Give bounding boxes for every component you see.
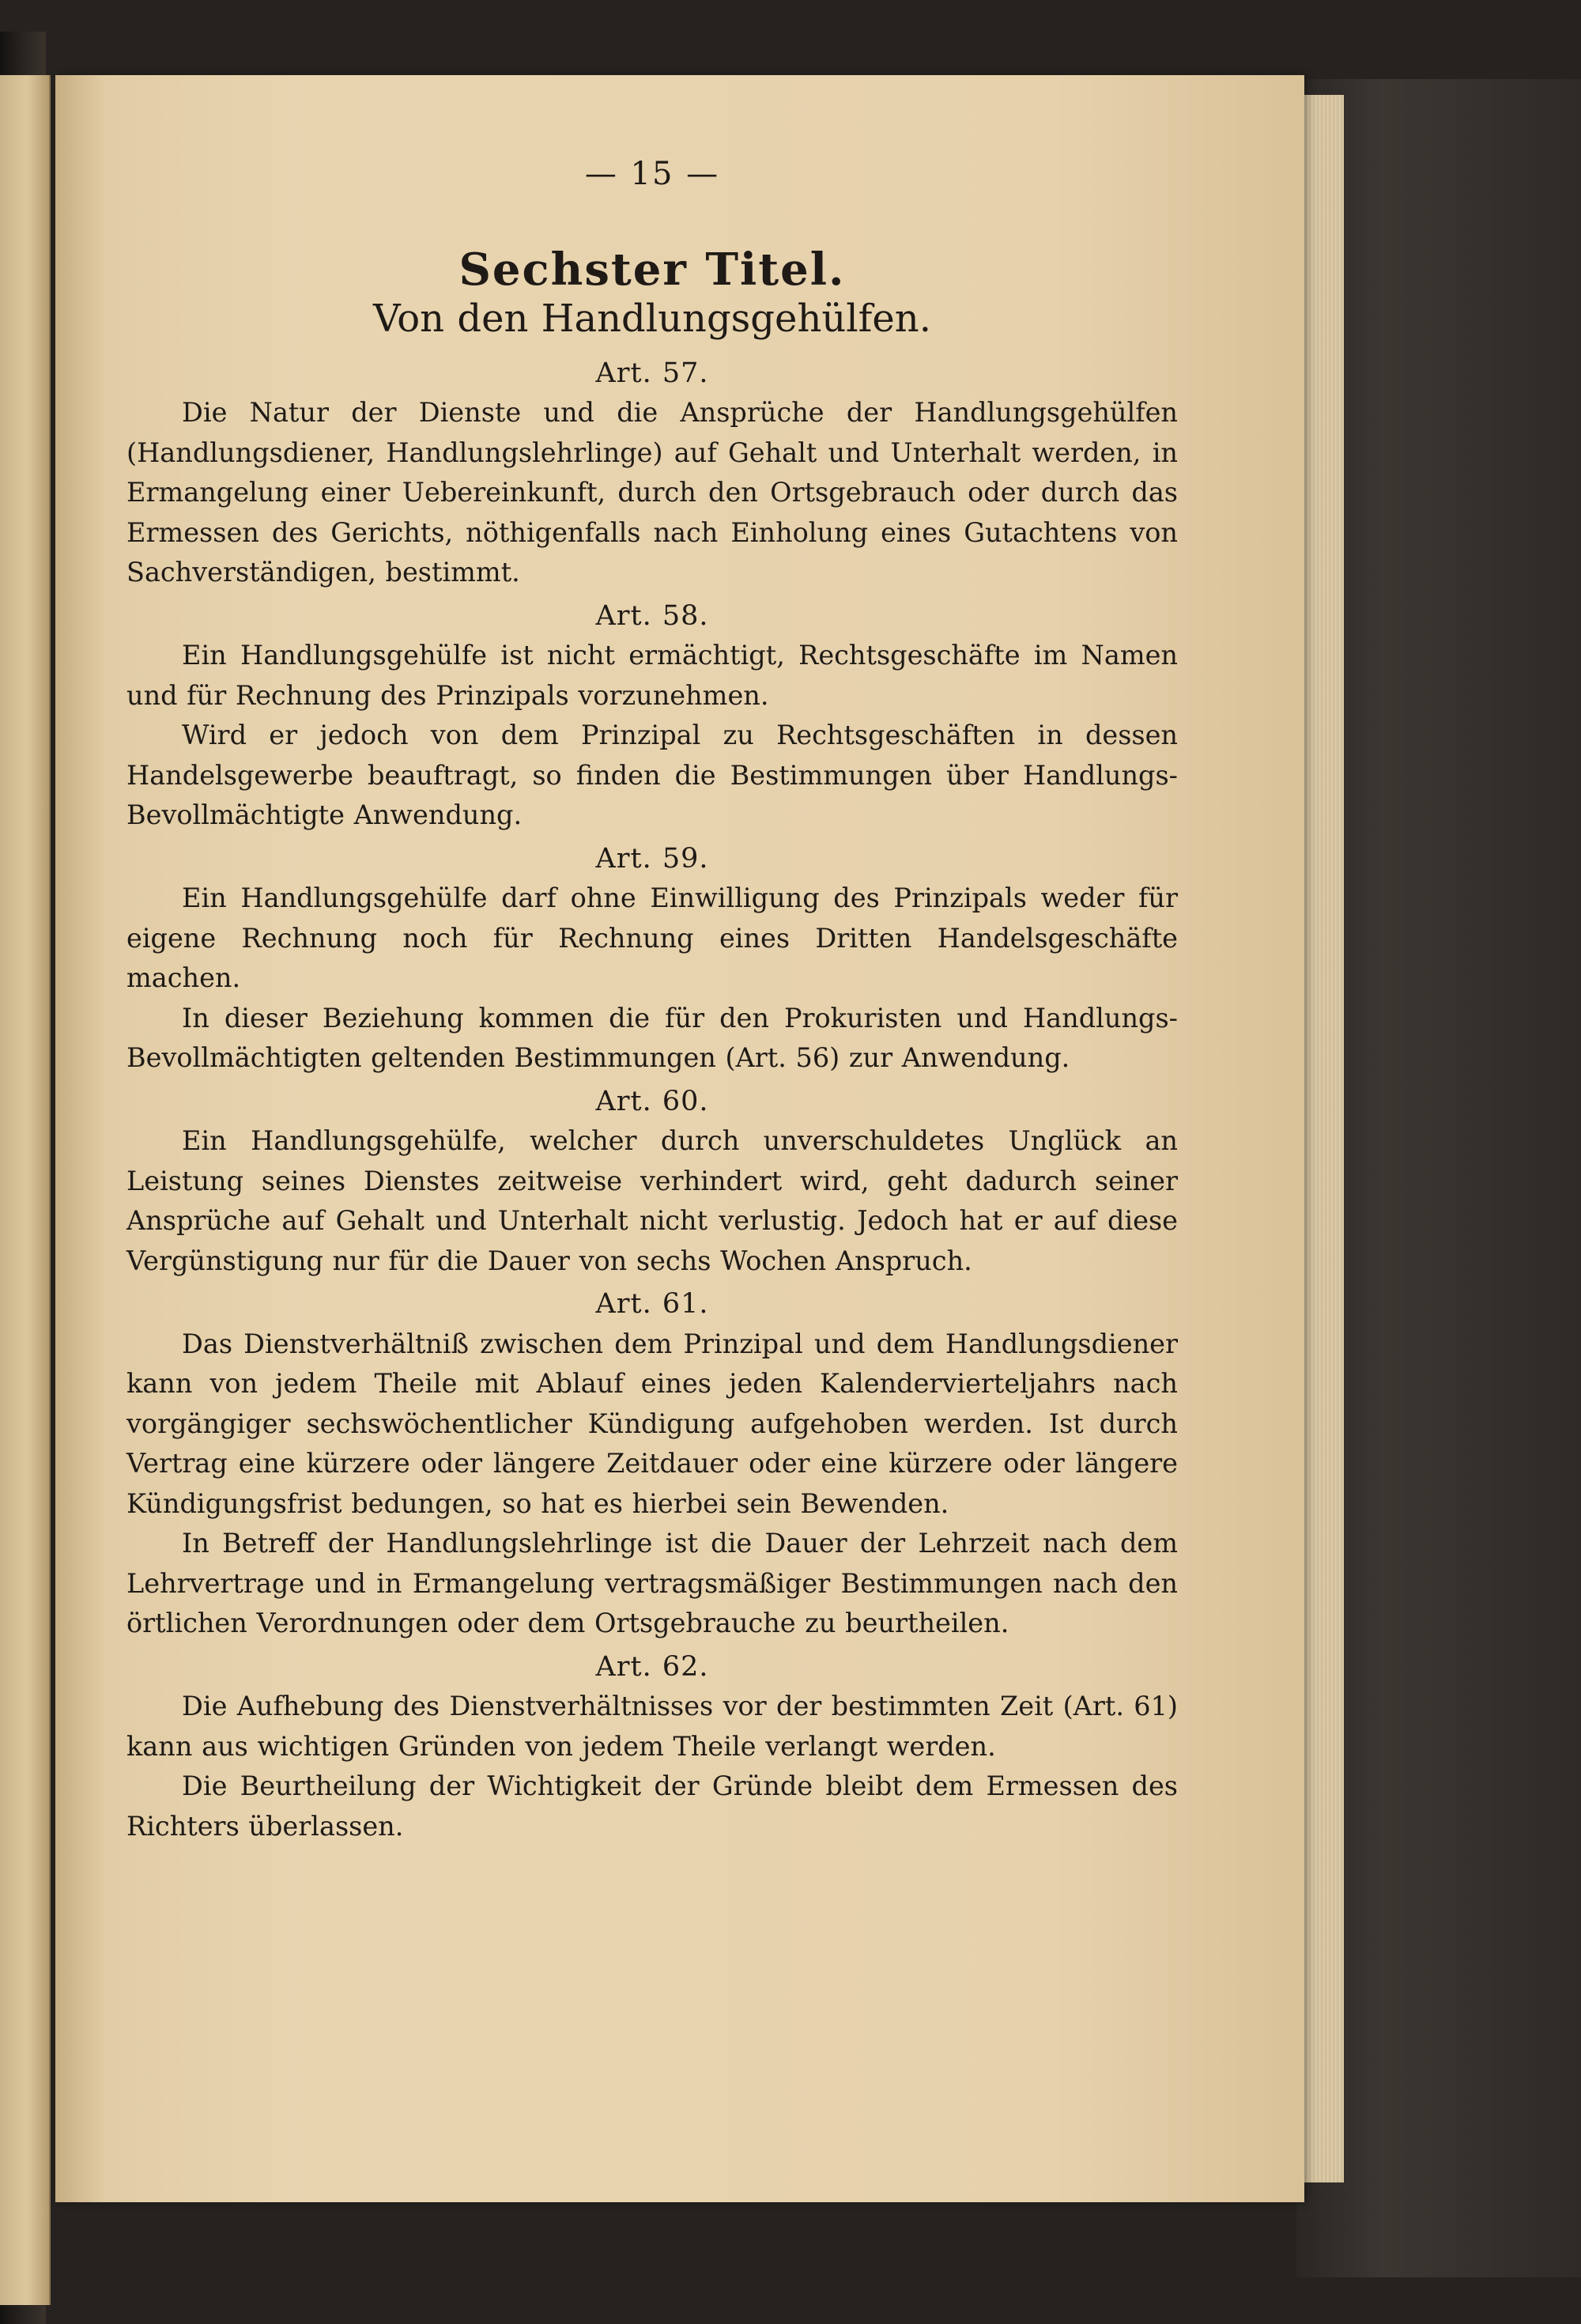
- article-62: [126, 1647, 1178, 1847]
- article-paragraph: In Betreff der Handlungslehrlinge ist die Dauer der Lehrzeit nach dem Lehrvertrage und in Ermangelung vertragsmäßiger Bestimmungen nach den örtlichen Verordnungen oder dem Ortsgebrauche zu beurtheilen.: [126, 1528, 1178, 1638]
- article-58: [126, 596, 1178, 836]
- article-paragraph: Die Aufhebung des Dienstverhältnisses vor der bestimmten Zeit (Art. 61) kann aus wichtigen Gründen von jedem Theile verlangt werden.: [126, 1691, 1178, 1762]
- article-paragraph: Ein Handlungsgehülfe ist nicht ermächtigt, Rechtsgeschäfte im Namen und für Rechnung des Prinzipals vorzunehmen.: [126, 640, 1178, 711]
- article-heading: Art. 59.: [595, 842, 709, 875]
- article-60: [126, 1082, 1178, 1282]
- article-57: [126, 353, 1178, 593]
- page-number: — 15 —: [584, 156, 720, 192]
- article-paragraph: Die Beurtheilung der Wichtigkeit der Gründe bleibt dem Ermessen des Richters überlassen.: [126, 1770, 1178, 1842]
- article-paragraph: Ein Handlungsgehülfe, welcher durch unverschuldetes Unglück an Leistung seines Dienstes zeitweise verhindert wird, geht dadurch seiner Ansprüche auf Gehalt und Unterhalt nicht verlustig. Jedoch hat er auf diese Vergünstigung nur für die Dauer von sechs Wochen Anspruch.: [126, 1125, 1178, 1276]
- article-paragraph: Das Dienstverhältniß zwischen dem Prinzipal und dem Handlungsdiener kann von jedem Theile mit Ablauf eines jeden Kalendervierteljahrs nach vorgängiger sechswöchentlicher Kündigung aufgehoben werden. Ist durch Vertrag eine kürzere oder längere Zeitdauer oder eine kürzere oder längere Kündigungsfrist bedungen, so hat es hierbei sein Bewenden.: [126, 1328, 1178, 1519]
- article-heading: Art. 58.: [595, 599, 709, 632]
- article-heading: Art. 57.: [595, 357, 709, 389]
- article-heading: Art. 61.: [595, 1288, 709, 1320]
- article-paragraph: In dieser Beziehung kommen die für den Prokuristen und Handlungs-Bevollmächtigten geltenden Bestimmungen (Art. 56) zur Anwendung.: [126, 1002, 1178, 1073]
- left-page-edge: [0, 75, 51, 2305]
- chapter-subtitle: Von den Handlungsgehülfen.: [373, 297, 931, 341]
- article-paragraph: Ein Handlungsgehülfe darf ohne Einwilligung des Prinzipals weder für eigene Rechnung noch für Rechnung eines Dritten Handelsgeschäfte machen.: [126, 882, 1178, 993]
- article-paragraph: Wird er jedoch von dem Prinzipal zu Rechtsgeschäften in dessen Handelsgewerbe beauftragt, so finden die Bestimmungen über Handlungs-Bevollmächtigte Anwendung.: [126, 720, 1178, 830]
- page-content: [126, 154, 1178, 1846]
- article-61: [126, 1284, 1178, 1644]
- article-paragraph: Die Natur der Dienste und die Ansprüche der Handlungsgehülfen (Handlungsdiener, Handlungslehrlinge) auf Gehalt und Unterhalt werden, in Ermangelung einer Uebereinkunft, durch den Ortsgebrauch oder durch das Ermessen des Gerichts, nöthigenfalls nach Einholung eines Gutachtens von Sachverständigen, bestimmt.: [126, 397, 1178, 588]
- chapter-title: Sechster Titel.: [458, 243, 846, 296]
- article-heading: Art. 62.: [595, 1650, 709, 1683]
- book-page: [55, 75, 1304, 2202]
- article-heading: Art. 60.: [595, 1085, 709, 1117]
- article-59: [126, 839, 1178, 1079]
